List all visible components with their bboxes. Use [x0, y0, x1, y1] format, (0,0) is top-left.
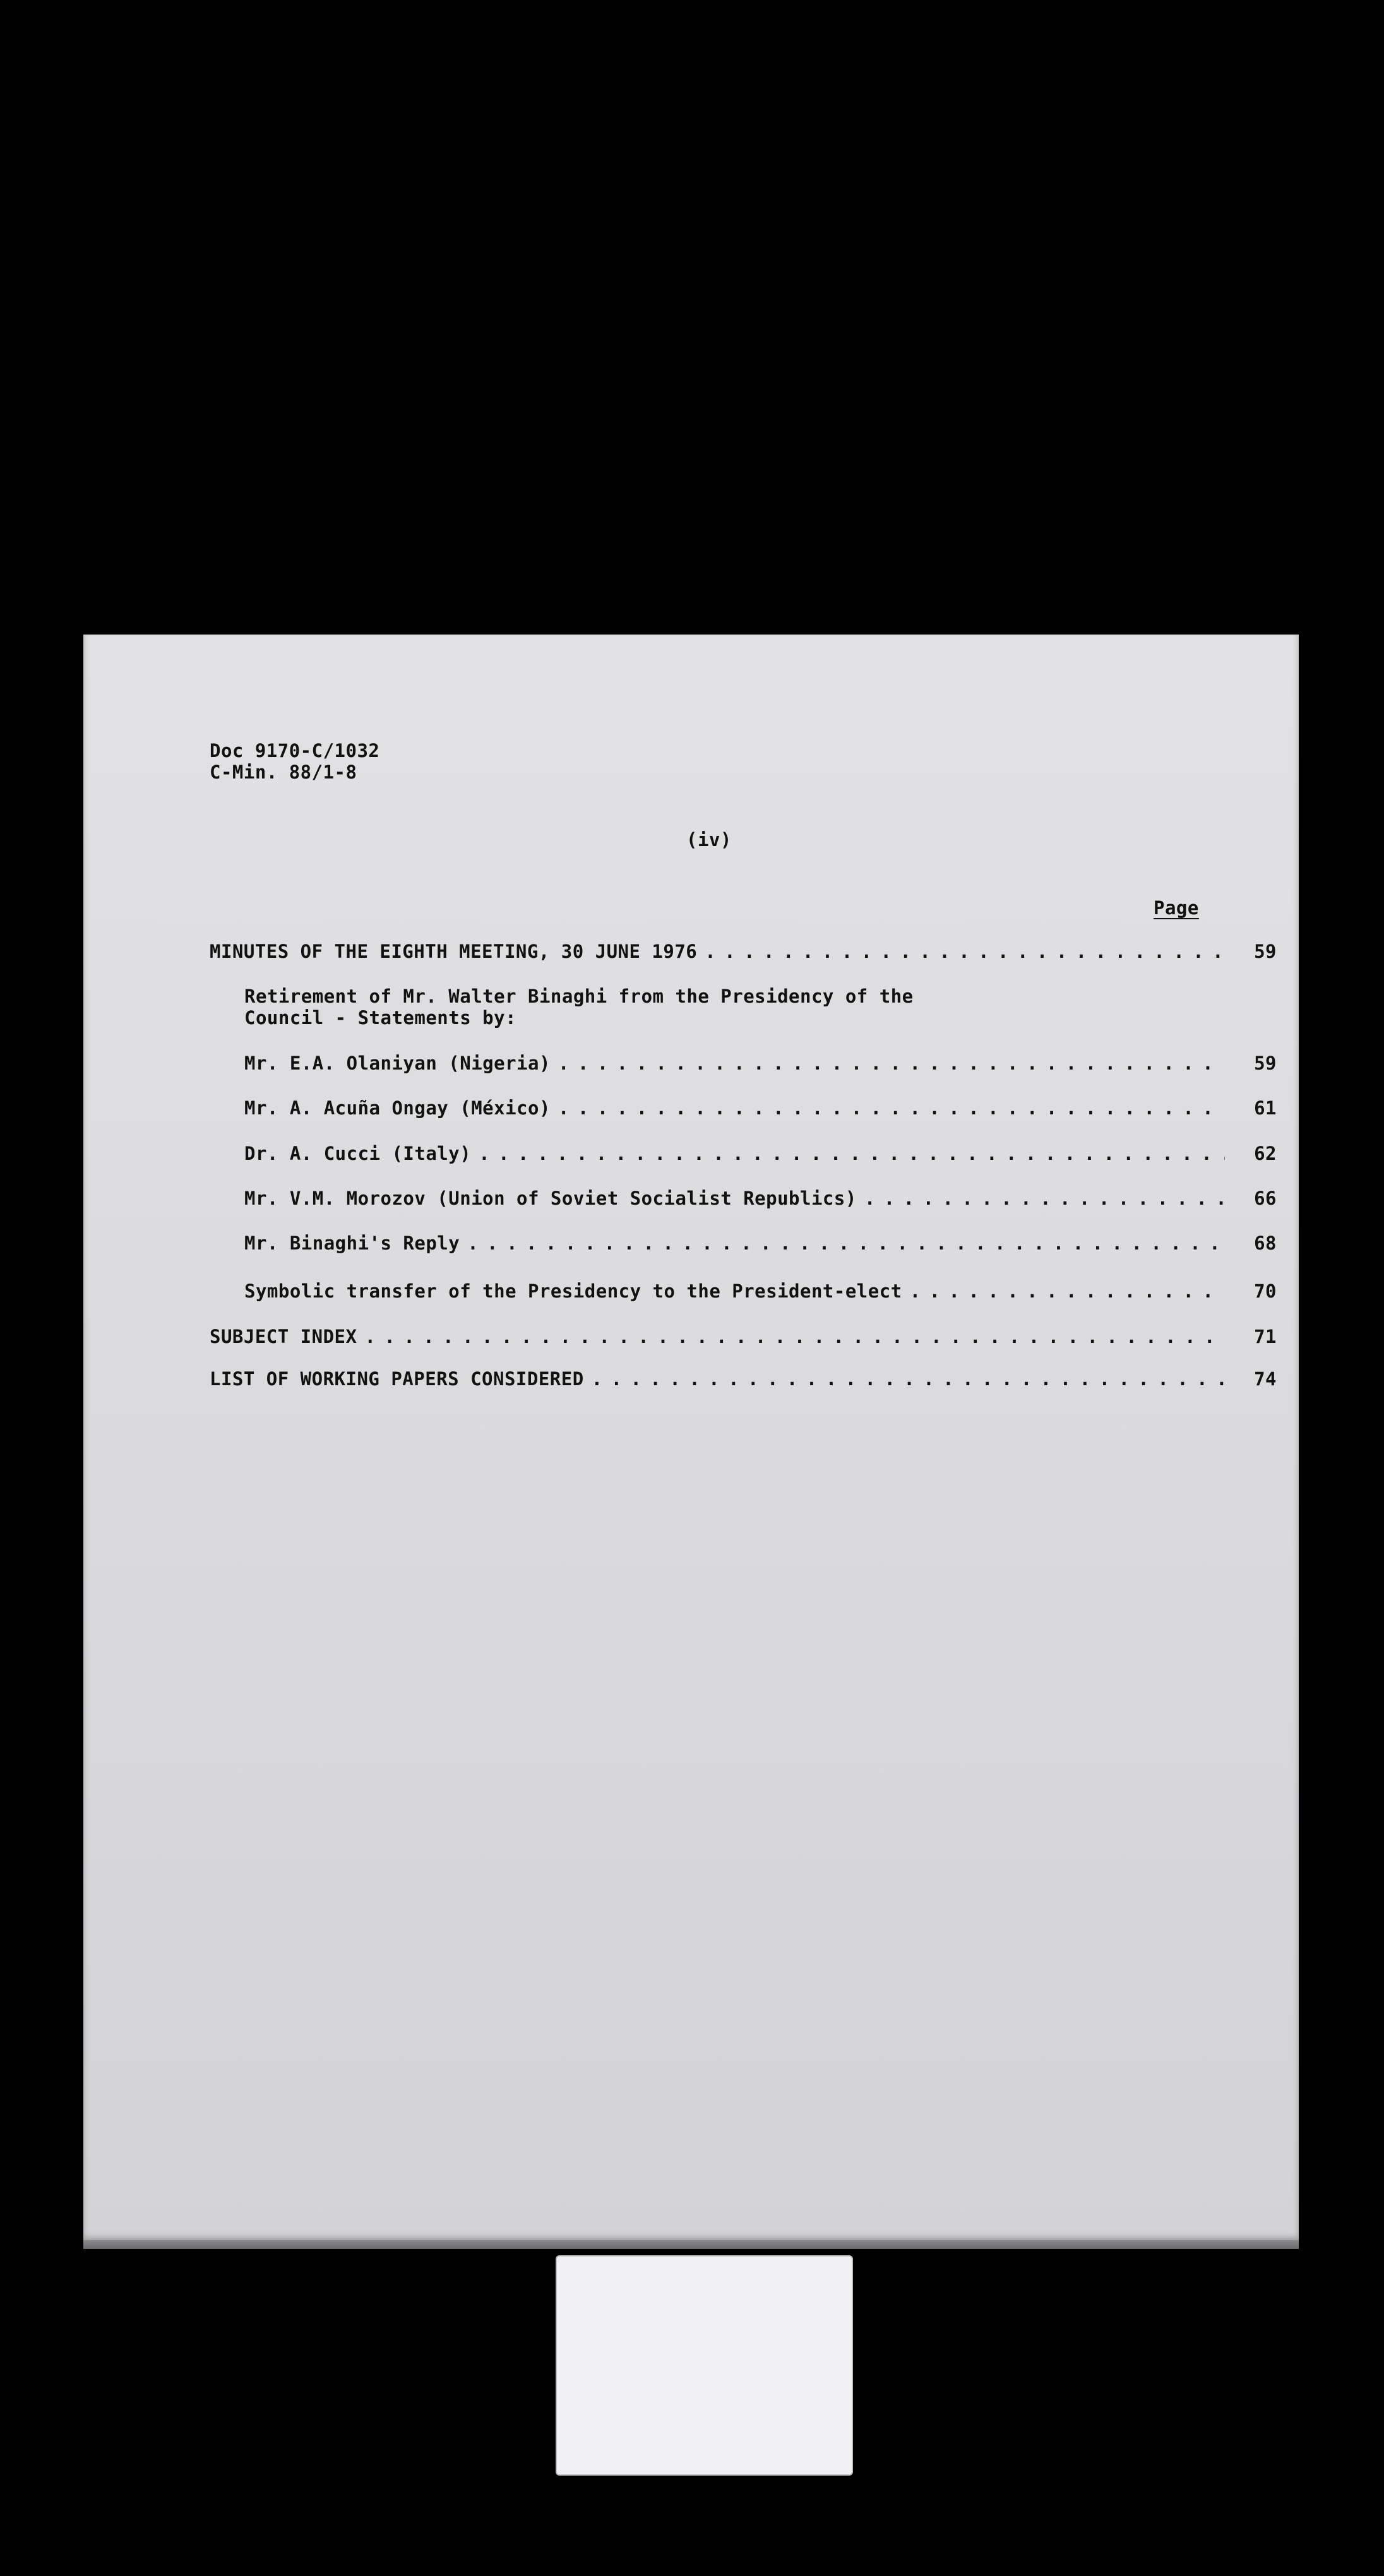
toc-entry-title: Mr. E.A. Olaniyan (Nigeria)	[244, 1052, 551, 1074]
toc-entry-title: Mr. V.M. Morozov (Union of Soviet Socialist Republics)	[244, 1188, 857, 1209]
toc-entry-title: SUBJECT INDEX	[210, 1326, 357, 1347]
toc-entry-title: Mr. A. Acuña Ongay (México)	[244, 1097, 551, 1119]
toc-entry-statement	[244, 1188, 1277, 1209]
toc-entry-subject-index	[210, 1326, 1277, 1347]
toc-entry-title: Symbolic transfer of the Presidency to the President-elect	[244, 1280, 902, 1302]
toc-entry-working-papers	[210, 1368, 1277, 1390]
toc-subheading-line1: Retirement of Mr. Walter Binaghi from the Presidency of the	[244, 986, 914, 1007]
minutes-reference: C-Min. 88/1-8	[210, 761, 357, 783]
page-edge-shadow	[83, 2240, 1299, 2249]
toc-entry-page: 71	[1254, 1326, 1277, 1347]
toc-entry-title: MINUTES OF THE EIGHTH MEETING, 30 JUNE 1976	[210, 941, 698, 962]
toc-entry-title: Dr. A. Cucci (Italy)	[244, 1143, 472, 1164]
toc-entry-page: 66	[1254, 1188, 1277, 1209]
toc-entry-page: 74	[1254, 1368, 1277, 1390]
toc-entry-page: 59	[1254, 941, 1277, 962]
dot-leader	[467, 1232, 1225, 1254]
dot-leader	[910, 1280, 1225, 1302]
dot-leader	[864, 1188, 1225, 1209]
toc-entry-statement	[244, 1280, 1277, 1302]
toc-entry-page: 68	[1254, 1232, 1277, 1254]
toc-subheading-line2: Council - Statements by:	[244, 1007, 517, 1029]
dot-leader	[592, 1368, 1225, 1390]
toc-entry-title: LIST OF WORKING PAPERS CONSIDERED	[210, 1368, 584, 1390]
toc-entry-page: 59	[1254, 1052, 1277, 1074]
blank-target-card	[556, 2255, 853, 2476]
toc-entry-statement	[244, 1143, 1277, 1164]
dot-leader	[364, 1326, 1225, 1347]
page-number-roman: (iv)	[686, 829, 732, 850]
toc-entry-statement	[244, 1232, 1277, 1254]
dot-leader	[558, 1097, 1225, 1119]
toc-entry-page: 61	[1254, 1097, 1277, 1119]
toc-entry-statement	[244, 1097, 1277, 1119]
dot-leader	[558, 1052, 1225, 1074]
page-column-label: Page	[1154, 897, 1199, 919]
toc-entry-page: 62	[1254, 1143, 1277, 1164]
toc-entry-statement	[244, 1052, 1277, 1074]
toc-entry-page: 70	[1254, 1280, 1277, 1302]
dot-leader	[705, 941, 1225, 962]
toc-entry-meeting	[210, 941, 1277, 962]
toc-entry-title: Mr. Binaghi's Reply	[244, 1232, 460, 1254]
document-page	[83, 635, 1299, 2241]
doc-number: Doc 9170-C/1032	[210, 740, 380, 761]
dot-leader	[479, 1143, 1225, 1164]
